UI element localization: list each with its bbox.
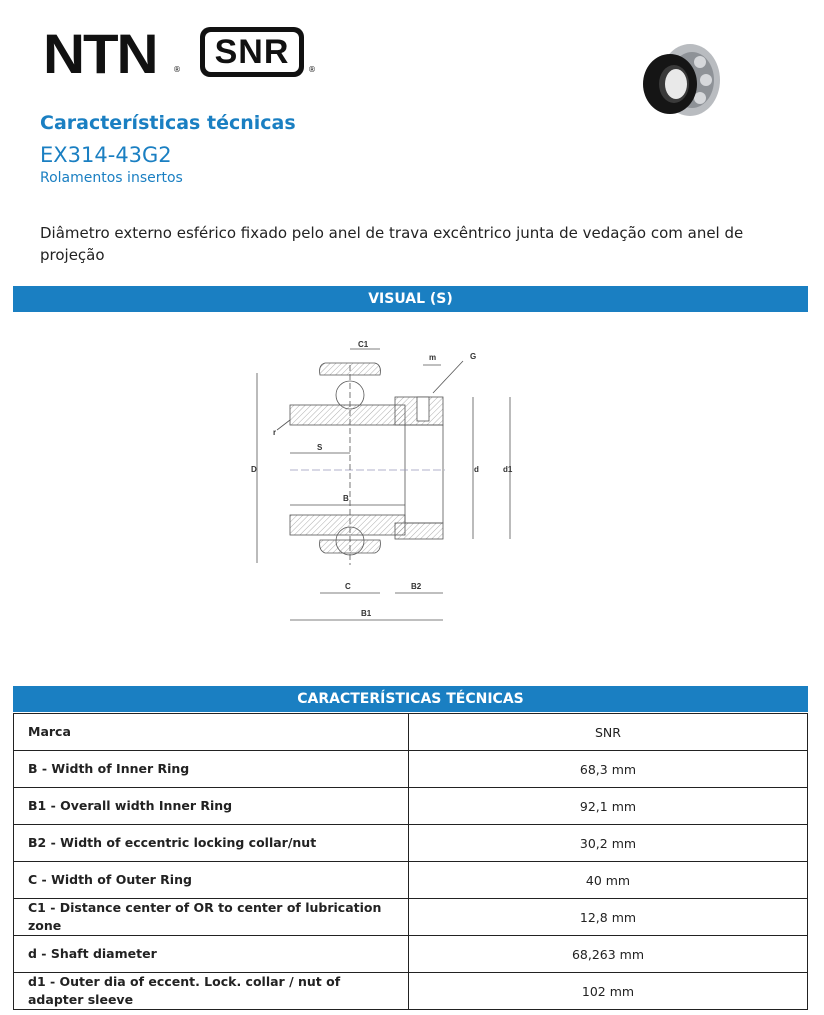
table-row [14, 899, 808, 936]
label-b2: B2 [411, 582, 422, 591]
page-title: Características técnicas [40, 112, 296, 134]
snr-logo: SNR [200, 27, 304, 77]
spec-value: 68,263 mm [409, 936, 808, 973]
specs-table [13, 713, 808, 1010]
snr-registered-mark: ® [308, 65, 316, 74]
table-row [14, 973, 808, 1010]
product-description: Diâmetro externo esférico fixado pelo anel de trava excêntrico junta de vedação com anel de projeção [40, 224, 744, 264]
product-reference: EX314-43G2 [40, 143, 172, 167]
spec-label: B - Width of Inner Ring [14, 751, 409, 788]
bearing-insert-image [640, 40, 724, 120]
table-row [14, 788, 808, 825]
spec-label: d1 - Outer dia of eccent. Lock. collar / nut of adapter sleeve [14, 973, 409, 1010]
spec-value: 40 mm [409, 862, 808, 899]
spec-value: 92,1 mm [409, 788, 808, 825]
table-row [14, 825, 808, 862]
table-row [14, 751, 808, 788]
spec-value: 30,2 mm [409, 825, 808, 862]
product-category: Rolamentos insertos [40, 170, 183, 186]
spec-label: B2 - Width of eccentric locking collar/nut [14, 825, 409, 862]
specs-section-header: CARACTERÍSTICAS TÉCNICAS [13, 686, 808, 712]
spec-value: 12,8 mm [409, 899, 808, 936]
table-row [14, 862, 808, 899]
ntn-registered-mark: ® [173, 65, 181, 74]
label-b: B [343, 494, 349, 503]
label-c1: C1 [358, 340, 369, 349]
spec-label: C - Width of Outer Ring [14, 862, 409, 899]
label-b1: B1 [361, 609, 372, 618]
visual-section-header: VISUAL (S) [13, 286, 808, 312]
label-d-outer: D [251, 465, 257, 474]
spec-value: 102 mm [409, 973, 808, 1010]
ntn-logo: NTN [43, 22, 157, 85]
spec-label: Marca [14, 714, 409, 751]
spec-value: SNR [409, 714, 808, 751]
table-row [14, 936, 808, 973]
table-row [14, 714, 808, 751]
label-g: G [470, 352, 477, 361]
spec-label: B1 - Overall width Inner Ring [14, 788, 409, 825]
label-d1: d1 [503, 465, 513, 474]
label-s: S [317, 443, 323, 452]
label-r: r [273, 428, 277, 437]
spec-label: d - Shaft diameter [14, 936, 409, 973]
spec-value: 68,3 mm [409, 751, 808, 788]
label-m: m [429, 353, 437, 362]
technical-drawing [245, 335, 525, 630]
spec-label: C1 - Distance center of OR to center of lubrication zone [14, 899, 409, 936]
label-c: C [345, 582, 351, 591]
label-d-shaft: d [474, 465, 479, 474]
